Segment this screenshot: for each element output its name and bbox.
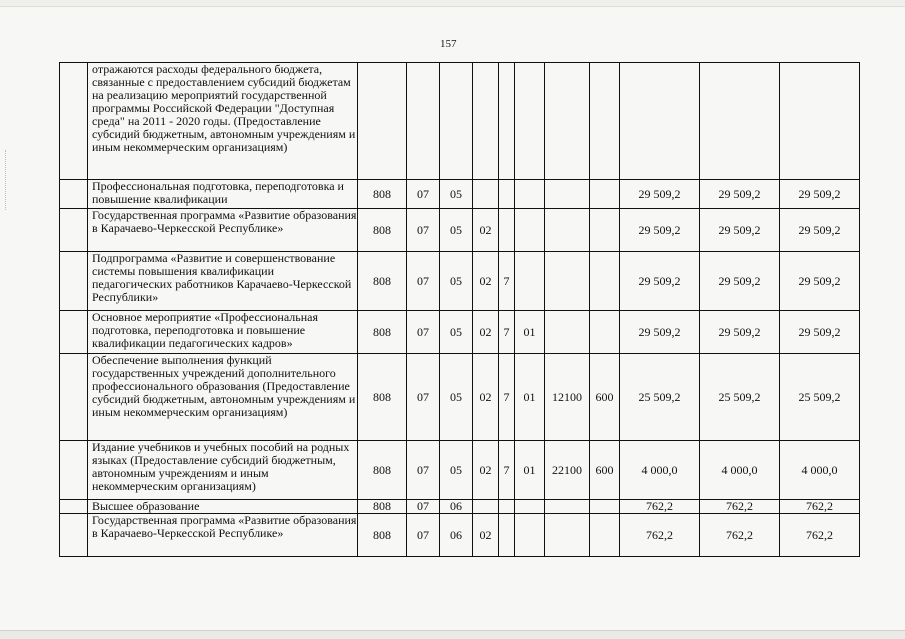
table-row [60, 180, 860, 209]
amount-year1-cell: 762,2 [620, 514, 700, 557]
subsection-cell: 05 [440, 252, 473, 311]
amount-year2-cell: 25 509,2 [700, 354, 780, 441]
direction-cell [545, 63, 590, 180]
section-cell [407, 63, 440, 180]
subsection-cell: 05 [440, 441, 473, 500]
program-cell: 02 [473, 209, 499, 252]
ministry-code-cell [358, 63, 407, 180]
direction-cell [545, 180, 590, 209]
subsection-cell: 05 [440, 311, 473, 354]
expense-type-cell [590, 500, 620, 514]
row-name-cell: Основное мероприятие «Профессиональная подготовка, переподготовка и повышение квалификации педагогических кадров» [88, 311, 358, 354]
row-name-cell: Государственная программа «Развитие образования в Карачаево-Черкесской Республике» [88, 209, 358, 252]
ministry-code-cell: 808 [358, 441, 407, 500]
section-cell: 07 [407, 180, 440, 209]
expense-type-cell [590, 180, 620, 209]
amount-year1-cell: 762,2 [620, 500, 700, 514]
row-index-cell [60, 441, 88, 500]
expense-type-cell: 600 [590, 441, 620, 500]
section-cell: 07 [407, 441, 440, 500]
activity-cell: 01 [515, 354, 545, 441]
direction-cell [545, 209, 590, 252]
amount-year2-cell: 29 509,2 [700, 180, 780, 209]
row-index-cell [60, 209, 88, 252]
program-cell [473, 63, 499, 180]
amount-year3-cell [780, 63, 860, 180]
ministry-code-cell: 808 [358, 252, 407, 311]
amount-year2-cell [700, 63, 780, 180]
subprogram-cell [499, 500, 515, 514]
amount-year2-cell: 29 509,2 [700, 209, 780, 252]
expense-type-cell [590, 514, 620, 557]
amount-year3-cell: 762,2 [780, 500, 860, 514]
subprogram-cell [499, 63, 515, 180]
amount-year3-cell: 29 509,2 [780, 311, 860, 354]
expense-type-cell [590, 63, 620, 180]
budget-table [59, 62, 860, 557]
activity-cell: 01 [515, 311, 545, 354]
direction-cell [545, 514, 590, 557]
page-number: 157 [440, 38, 457, 50]
ministry-code-cell: 808 [358, 354, 407, 441]
subsection-cell: 06 [440, 500, 473, 514]
ministry-code-cell: 808 [358, 500, 407, 514]
subprogram-cell: 7 [499, 441, 515, 500]
row-index-cell [60, 180, 88, 209]
table-row [60, 354, 860, 441]
amount-year2-cell: 29 509,2 [700, 252, 780, 311]
section-cell: 07 [407, 209, 440, 252]
amount-year1-cell: 25 509,2 [620, 354, 700, 441]
amount-year2-cell: 29 509,2 [700, 311, 780, 354]
table-row [60, 500, 860, 514]
amount-year2-cell: 762,2 [700, 500, 780, 514]
amount-year1-cell: 29 509,2 [620, 252, 700, 311]
ministry-code-cell: 808 [358, 209, 407, 252]
table-row [60, 63, 860, 180]
ministry-code-cell: 808 [358, 311, 407, 354]
expense-type-cell: 600 [590, 354, 620, 441]
subprogram-cell [499, 180, 515, 209]
direction-cell: 22100 [545, 441, 590, 500]
table-row [60, 209, 860, 252]
section-cell: 07 [407, 354, 440, 441]
activity-cell [515, 209, 545, 252]
amount-year1-cell: 29 509,2 [620, 311, 700, 354]
row-name-cell: Обеспечение выполнения функций государственных учреждений дополнительного профессионального образования (Предоставление субсидий бюджетным, автономным учреждениям и иным некоммерческим организациям) [88, 354, 358, 441]
direction-cell [545, 252, 590, 311]
amount-year2-cell: 762,2 [700, 514, 780, 557]
page-top-edge [0, 0, 905, 7]
budget-table-body [60, 63, 860, 557]
row-index-cell [60, 311, 88, 354]
program-cell: 02 [473, 252, 499, 311]
amount-year1-cell: 29 509,2 [620, 180, 700, 209]
subprogram-cell [499, 514, 515, 557]
subprogram-cell: 7 [499, 252, 515, 311]
subprogram-cell [499, 209, 515, 252]
row-index-cell [60, 63, 88, 180]
subsection-cell [440, 63, 473, 180]
row-name-cell: Подпрограмма «Развитие и совершенствование системы повышения квалификации педагогических работников Карачаево-Черкесской Республики» [88, 252, 358, 311]
table-row [60, 441, 860, 500]
row-index-cell [60, 252, 88, 311]
subsection-cell: 06 [440, 514, 473, 557]
amount-year3-cell: 4 000,0 [780, 441, 860, 500]
activity-cell [515, 180, 545, 209]
table-row [60, 252, 860, 311]
program-cell: 02 [473, 514, 499, 557]
section-cell: 07 [407, 252, 440, 311]
amount-year3-cell: 25 509,2 [780, 354, 860, 441]
activity-cell: 01 [515, 441, 545, 500]
row-index-cell [60, 500, 88, 514]
expense-type-cell [590, 252, 620, 311]
row-name-cell: Профессиональная подготовка, переподготовка и повышение квалификации [88, 180, 358, 209]
row-name-cell: Высшее образование [88, 500, 358, 514]
direction-cell [545, 311, 590, 354]
direction-cell: 12100 [545, 354, 590, 441]
amount-year2-cell: 4 000,0 [700, 441, 780, 500]
expense-type-cell [590, 311, 620, 354]
subsection-cell: 05 [440, 209, 473, 252]
program-cell: 02 [473, 311, 499, 354]
subsection-cell: 05 [440, 354, 473, 441]
activity-cell [515, 63, 545, 180]
section-cell: 07 [407, 500, 440, 514]
section-cell: 07 [407, 311, 440, 354]
amount-year3-cell: 762,2 [780, 514, 860, 557]
ministry-code-cell: 808 [358, 514, 407, 557]
amount-year3-cell: 29 509,2 [780, 180, 860, 209]
row-name-cell: отражаются расходы федерального бюджета, связанные с предоставлением субсидий бюджетам на реализацию мероприятий государственной программы Российской Федерации "Доступная среда" на 2011 - 2020 годы. (Предоставление субсидий бюджетным, автономным учреждениям и иным некоммерческим организациям) [88, 63, 358, 180]
program-cell: 02 [473, 354, 499, 441]
row-name-cell: Государственная программа «Развитие образования в Карачаево-Черкесской Республике» [88, 514, 358, 557]
amount-year3-cell: 29 509,2 [780, 252, 860, 311]
subprogram-cell: 7 [499, 354, 515, 441]
subprogram-cell: 7 [499, 311, 515, 354]
amount-year1-cell: 4 000,0 [620, 441, 700, 500]
amount-year1-cell [620, 63, 700, 180]
direction-cell [545, 500, 590, 514]
program-cell: 02 [473, 441, 499, 500]
row-index-cell [60, 514, 88, 557]
amount-year3-cell: 29 509,2 [780, 209, 860, 252]
row-name-cell: Издание учебников и учебных пособий на родных языках (Предоставление субсидий бюджетным, автономным учреждениям и иным некоммерческим организациям) [88, 441, 358, 500]
activity-cell [515, 514, 545, 557]
table-row [60, 311, 860, 354]
row-index-cell [60, 354, 88, 441]
expense-type-cell [590, 209, 620, 252]
activity-cell [515, 500, 545, 514]
program-cell [473, 180, 499, 209]
program-cell [473, 500, 499, 514]
amount-year1-cell: 29 509,2 [620, 209, 700, 252]
subsection-cell: 05 [440, 180, 473, 209]
ministry-code-cell: 808 [358, 180, 407, 209]
margin-marks [5, 150, 8, 210]
section-cell: 07 [407, 514, 440, 557]
table-row [60, 514, 860, 557]
activity-cell [515, 252, 545, 311]
